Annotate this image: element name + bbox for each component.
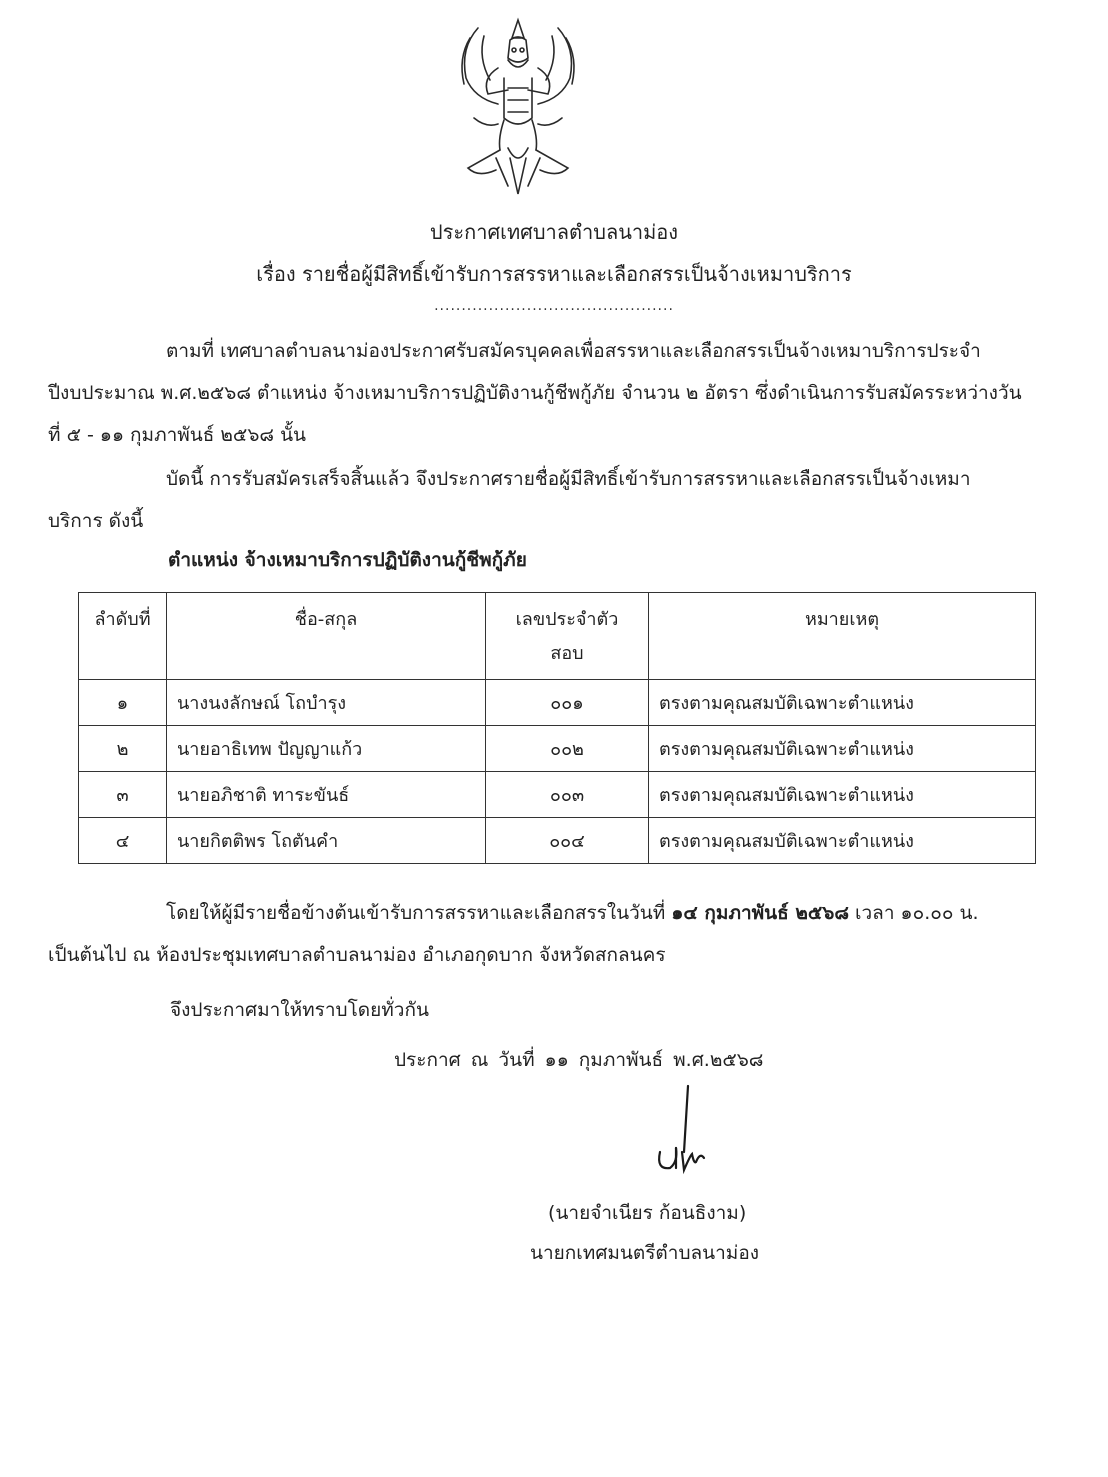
paragraph-closing: จึงประกาศมาให้ทราบโดยทั่วกัน (170, 999, 429, 1021)
header-note: หมายเหตุ (649, 593, 1036, 680)
header-exam-id (486, 593, 649, 680)
garuda-emblem-icon (438, 8, 598, 198)
row-name: นางนงลักษณ์ โถบำรุง (167, 680, 486, 726)
table-header-row (79, 593, 1036, 680)
row-name: นายอภิชาติ ทาระขันธ์ (167, 772, 486, 818)
row-note: ตรงตามคุณสมบัติเฉพาะตำแหน่ง (649, 772, 1036, 818)
row-no: ๓ (79, 772, 167, 818)
paragraph-result-text: บัดนี้ การรับสมัครเสร็จสิ้นแล้ว จึงประกาศรายชื่อผู้มีสิทธิ์เข้ารับการสรรหาและเลือกสรรเป็นจ้างเหมาบริการ ดังนี้ (48, 468, 971, 532)
signer-title: นายกเทศมนตรีตำบลนาม่อง (530, 1242, 760, 1264)
row-exam-id: ๐๐๒ (486, 726, 649, 772)
paragraph-schedule (48, 892, 1023, 976)
row-exam-id: ๐๐๔ (486, 818, 649, 864)
table-row (79, 772, 1036, 818)
row-no: ๑ (79, 680, 167, 726)
row-note: ตรงตามคุณสมบัติเฉพาะตำแหน่ง (649, 818, 1036, 864)
row-note: ตรงตามคุณสมบัติเฉพาะตำแหน่ง (649, 680, 1036, 726)
row-name: นายกิตติพร โถตันคำ (167, 818, 486, 864)
paragraph-schedule-b: เวลา ๑๐.๐๐ น. เป็นต้นไป ณ ห้องประชุมเทศบาลตำบลนาม่อง อำเภอกุดบาก จังหวัดสกลนคร (48, 902, 979, 966)
table-row (79, 726, 1036, 772)
paragraph-schedule-a: โดยให้ผู้มีรายชื่อข้างต้นเข้ารับการสรรหาและเลือกสรรในวันที่ (166, 902, 672, 924)
header-no: ลำดับที่ (79, 593, 167, 680)
paragraph-background (48, 330, 1023, 456)
announcement-title: ประกาศเทศบาลตำบลนาม่อง (429, 220, 679, 244)
row-note: ตรงตามคุณสมบัติเฉพาะตำแหน่ง (649, 726, 1036, 772)
paragraph-result (48, 458, 1023, 542)
paragraph-background-text: ตามที่ เทศบาลตำบลนาม่องประกาศรับสมัครบุคคลเพื่อสรรหาและเลือกสรรเป็นจ้างเหมาบริการประจำปีงบประมาณ พ.ศ.๒๕๖๘ ตำแหน่ง จ้างเหมาบริการปฏิบัติงานกู้ชีพกู้ภัย จำนวน ๒ อัตรา ซึ่งดำเนินการรับสมัครระหว่างวันที่ ๕ - ๑๑ กุมภาพันธ์ ๒๕๖๘ นั้น (48, 340, 1022, 446)
signer-name: (นายจำเนียร ก้อนธิงาม) (548, 1202, 747, 1224)
separator-dots: ............................................ (434, 298, 674, 314)
position-title: ตำแหน่ง จ้างเหมาบริการปฏิบัติงานกู้ชีพกู้ภัย (168, 549, 527, 571)
table-row (79, 680, 1036, 726)
header-name: ชื่อ-สกุล (167, 593, 486, 680)
handwritten-signature-icon (630, 1082, 730, 1182)
row-no: ๒ (79, 726, 167, 772)
table-row (79, 818, 1036, 864)
row-name: นายอาธิเทพ ปัญญาแก้ว (167, 726, 486, 772)
row-no: ๔ (79, 818, 167, 864)
header-exam-id-line2: สอบ (550, 643, 584, 664)
header-exam-id-line1: เลขประจำตัว (515, 609, 619, 630)
announce-date: ประกาศ ณ วันที่ ๑๑ กุมภาพันธ์ พ.ศ.๒๕๖๘ (394, 1049, 764, 1071)
schedule-date: ๑๔ กุมภาพันธ์ ๒๕๖๘ (671, 902, 849, 924)
announcement-subject: เรื่อง รายชื่อผู้มีสิทธิ์เข้ารับการสรรหาและเลือกสรรเป็นจ้างเหมาบริการ (256, 262, 852, 286)
row-exam-id: ๐๐๓ (486, 772, 649, 818)
candidate-table (78, 592, 1036, 864)
row-exam-id: ๐๐๑ (486, 680, 649, 726)
